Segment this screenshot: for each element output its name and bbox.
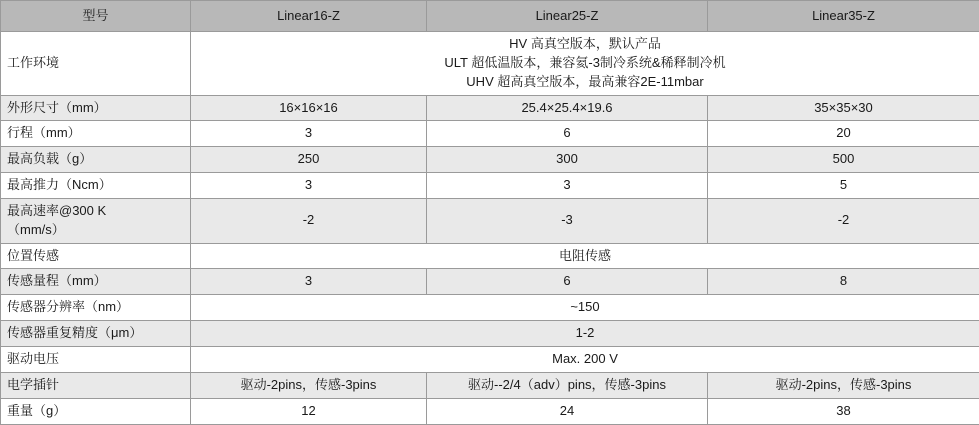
row-value-merged	[191, 243, 979, 269]
row-value: 250	[191, 147, 427, 173]
row-label	[1, 198, 191, 243]
table-row	[1, 243, 979, 269]
row-label: 最高负载（g）	[1, 147, 191, 173]
table-row	[1, 372, 979, 398]
row-value: 8	[708, 269, 979, 295]
row-value: 5	[708, 173, 979, 199]
column-header-linear35z: Linear35-Z	[708, 1, 979, 32]
row-value-merged	[191, 295, 979, 321]
row-value: 3	[191, 269, 427, 295]
row-value: 300	[427, 147, 708, 173]
row-value-line: 1-2	[197, 324, 973, 343]
table-row	[1, 269, 979, 295]
row-value-line: ~150	[197, 298, 973, 317]
row-value: -3	[427, 198, 708, 243]
row-label: 传感器分辨率（nm）	[1, 295, 191, 321]
table-row	[1, 173, 979, 199]
row-label: 位置传感	[1, 243, 191, 269]
row-value: 16×16×16	[191, 95, 427, 121]
table-row	[1, 95, 979, 121]
row-value: 3	[191, 173, 427, 199]
table-header	[1, 1, 979, 32]
row-value: 驱动-2pins，传感-3pins	[191, 372, 427, 398]
row-value-line: 电阻传感	[197, 247, 973, 266]
row-value: -2	[708, 198, 979, 243]
row-value: 12	[191, 398, 427, 424]
row-value: 6	[427, 269, 708, 295]
row-label: 工作环境	[1, 32, 191, 96]
row-label: 重量（g）	[1, 398, 191, 424]
column-header-linear25z: Linear25-Z	[427, 1, 708, 32]
row-label-line: 最高速率@300 K	[7, 202, 184, 221]
column-header-linear16z: Linear16-Z	[191, 1, 427, 32]
row-value-line: Max. 200 V	[197, 350, 973, 369]
row-label: 行程（mm）	[1, 121, 191, 147]
row-value: 35×35×30	[708, 95, 979, 121]
row-value: 6	[427, 121, 708, 147]
row-value-line: HV 高真空版本，默认产品	[197, 35, 973, 54]
row-label: 电学插针	[1, 372, 191, 398]
table-row	[1, 32, 979, 96]
row-value: 25.4×25.4×19.6	[427, 95, 708, 121]
row-value: -2	[191, 198, 427, 243]
row-value: 驱动--2/4（adv）pins，传感-3pins	[427, 372, 708, 398]
row-value: 500	[708, 147, 979, 173]
row-label: 传感量程（mm）	[1, 269, 191, 295]
row-value: 24	[427, 398, 708, 424]
table-row	[1, 198, 979, 243]
row-value: 20	[708, 121, 979, 147]
table-row	[1, 147, 979, 173]
row-value-merged	[191, 32, 979, 96]
row-label: 驱动电压	[1, 346, 191, 372]
row-value-line: UHV 超高真空版本，最高兼容2E-11mbar	[197, 73, 973, 92]
row-value-line: ULT 超低温版本，兼容氦-3制冷系统&稀释制冷机	[197, 54, 973, 73]
table-row	[1, 295, 979, 321]
table-row	[1, 346, 979, 372]
row-value: 3	[191, 121, 427, 147]
row-value-merged	[191, 346, 979, 372]
row-label: 最高推力（Ncm）	[1, 173, 191, 199]
row-value: 驱动-2pins，传感-3pins	[708, 372, 979, 398]
row-label: 传感器重复精度（μm）	[1, 321, 191, 347]
column-header-model: 型号	[1, 1, 191, 32]
table-row	[1, 321, 979, 347]
row-value: 3	[427, 173, 708, 199]
row-label-line: （mm/s）	[7, 221, 184, 240]
row-value: 38	[708, 398, 979, 424]
table-body	[1, 32, 979, 425]
table-header-row	[1, 1, 979, 32]
table-row	[1, 121, 979, 147]
row-label: 外形尺寸（mm）	[1, 95, 191, 121]
row-value-merged	[191, 321, 979, 347]
table-row	[1, 398, 979, 424]
